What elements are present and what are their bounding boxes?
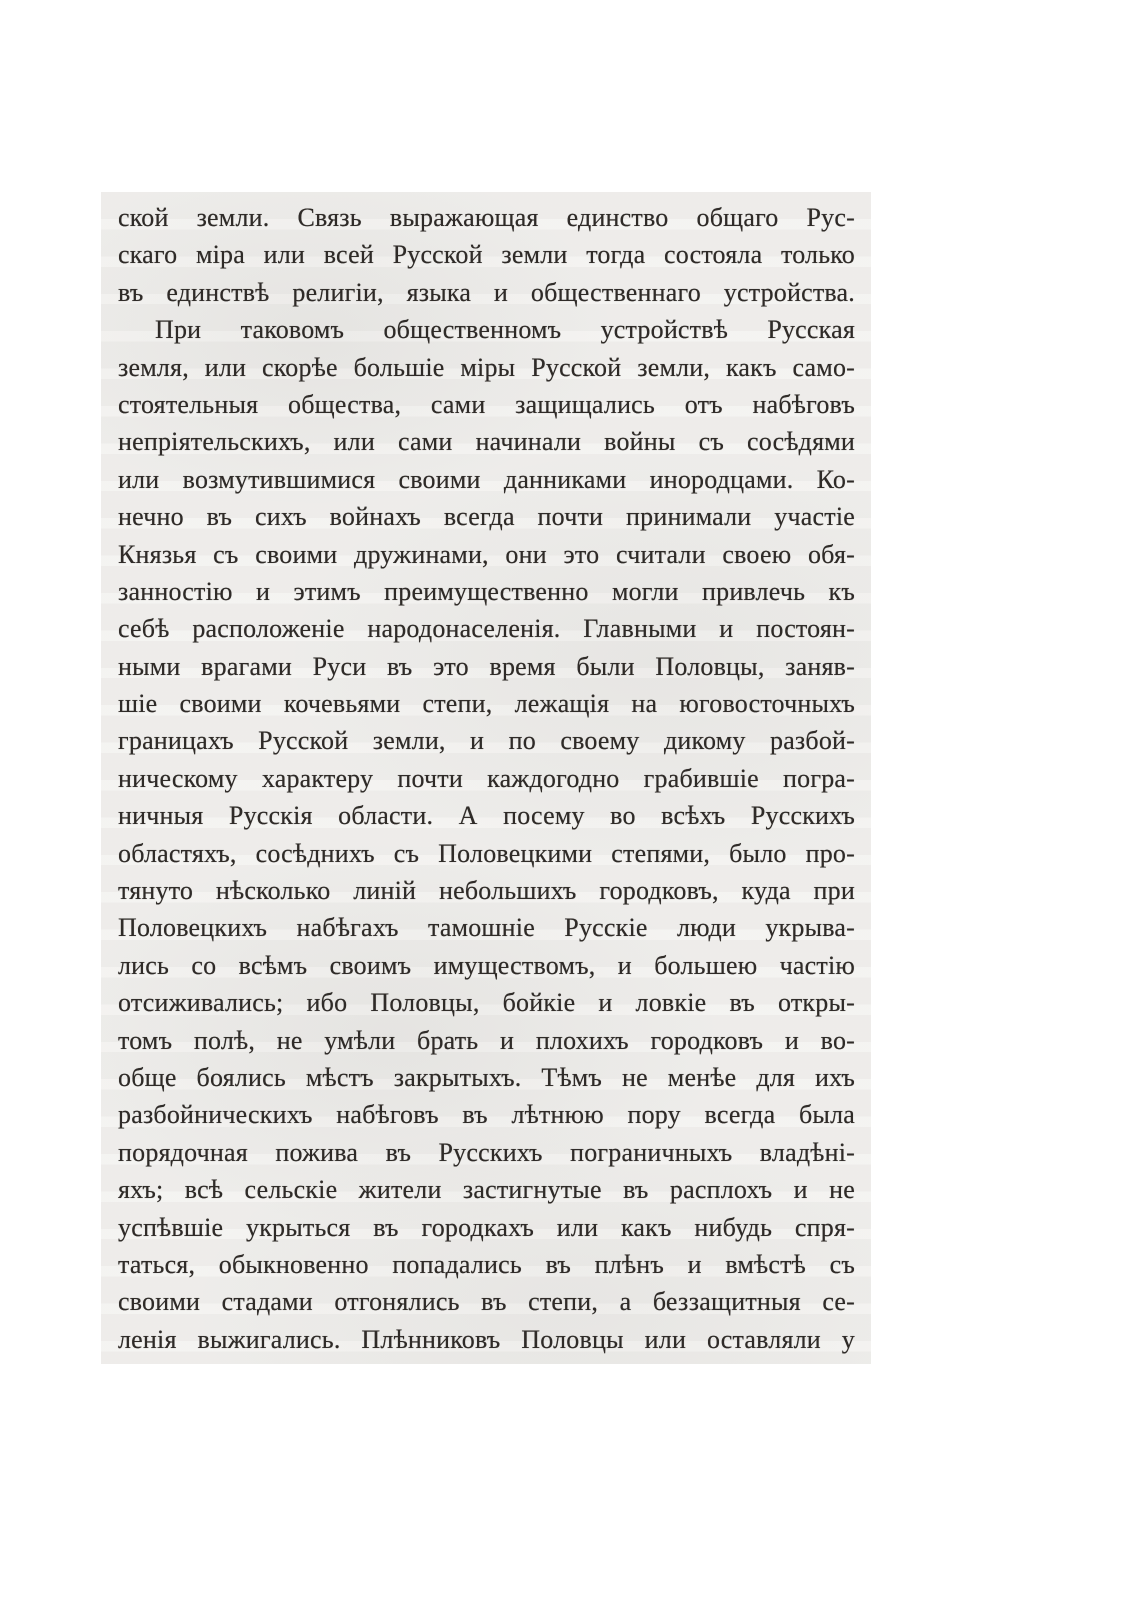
text-line: ничныя Русскія области. А посему во всѣхъ Русскихъ (118, 801, 855, 831)
text-line: нечно въ сихъ войнахъ всегда почти принимали участіе (118, 502, 855, 532)
text-line: границахъ Русской земли, и по своему дикому разбой- (118, 726, 855, 756)
text-line: стоятельныя общества, сами защищались отъ набѣговъ (118, 389, 855, 419)
text-line: въ единствѣ религіи, языка и общественнаго устройства. (118, 277, 855, 307)
text-line: лись со всѣмъ своимъ имуществомъ, и большею частію (118, 950, 855, 980)
text-line: ническому характеру почти каждогодно грабившіе погра- (118, 763, 855, 793)
text-line: отсиживались; ибо Половцы, бойкіе и ловкіе въ откры- (118, 988, 855, 1018)
text-line: себѣ расположеніе народонаселенія. Главными и постоян- (118, 614, 855, 644)
text-line: таться, обыкновенно попадались въ плѣнъ и вмѣстѣ съ (118, 1249, 855, 1279)
text-line: При таковомъ общественномъ устройствѣ Русская (155, 315, 855, 345)
text-line: тянуто нѣсколько линій небольшихъ городковъ, куда при (118, 876, 855, 906)
text-line: яхъ; всѣ сельскіе жители застигнутые въ расплохъ и не (118, 1175, 855, 1205)
text-line: успѣвшіе укрыться въ городкахъ или какъ нибудь спря- (118, 1212, 855, 1242)
text-line: земля, или скорѣе большіе міры Русской земли, какъ само- (118, 352, 855, 382)
page-text (118, 199, 855, 1358)
text-line: разбойническихъ набѣговъ въ лѣтнюю пору всегда была (118, 1100, 855, 1130)
text-line: ленія выжигались. Плѣнниковъ Половцы или оставляли у (118, 1324, 855, 1354)
text-line: обще боялись мѣстъ закрытыхъ. Тѣмъ не менѣе для ихъ (118, 1062, 855, 1092)
text-line: непріятельскихъ, или сами начинали войны съ сосѣдями (118, 427, 855, 457)
text-line: шіе своими кочевьями степи, лежащія на юговосточныхъ (118, 689, 855, 719)
text-line: областяхъ, сосѣднихъ съ Половецкими степями, было про- (118, 838, 855, 868)
text-line: порядочная пожива въ Русскихъ пограничныхъ владѣні- (118, 1137, 855, 1167)
text-line: занностію и этимъ преимущественно могли привлечь къ (118, 576, 855, 606)
text-line: своими стадами отгонялись въ степи, а беззащитныя се- (118, 1287, 855, 1317)
text-line: томъ полѣ, не умѣли брать и плохихъ городковъ и во- (118, 1025, 855, 1055)
text-line: ской земли. Связь выражающая единство общаго Рус- (118, 203, 855, 232)
text-line: скаго міра или всей Русской земли тогда состояла только (118, 240, 855, 270)
text-line: или возмутившимися своими данниками инородцами. Ко- (118, 464, 855, 494)
text-line: ными врагами Руси въ это время были Половцы, заняв- (118, 651, 855, 681)
text-line: Половецкихъ набѣгахъ тамошніе Русскіе люди укрыва- (118, 913, 855, 943)
text-line: Князья съ своими дружинами, они это считали своею обя- (118, 539, 855, 569)
